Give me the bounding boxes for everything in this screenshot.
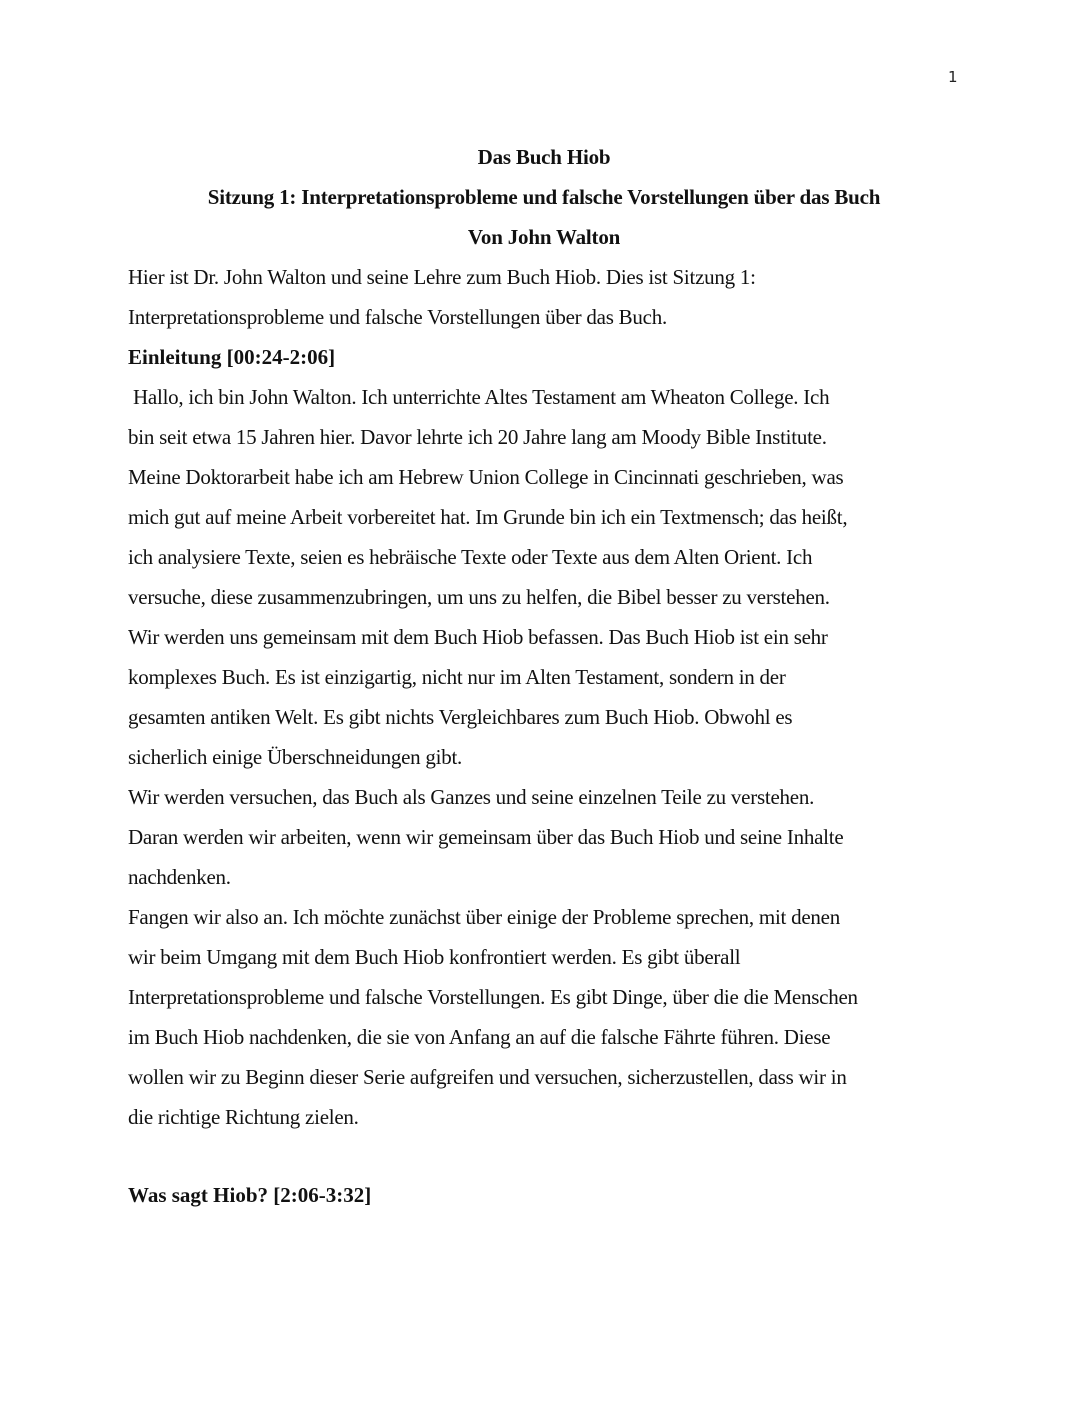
document-author: Von John Walton: [467, 225, 621, 249]
text-line: Fangen wir also an. Ich möchte zunächst über einige der Probleme sprechen, mit denen: [128, 905, 841, 929]
text-line: wollen wir zu Beginn dieser Serie aufgreifen und versuchen, sicherzustellen, dass wir in: [128, 1065, 847, 1089]
text-line: gesamten antiken Welt. Es gibt nichts Vergleichbares zum Buch Hiob. Obwohl es: [128, 705, 793, 729]
text-line: Wir werden uns gemeinsam mit dem Buch Hiob befassen. Das Buch Hiob ist ein sehr: [128, 625, 828, 649]
text-line: nachdenken.: [128, 865, 231, 889]
text-line: Interpretationsprobleme und falsche Vorstellungen. Es gibt Dinge, über die die Menschen: [128, 985, 858, 1009]
text-line: Interpretationsprobleme und falsche Vorstellungen über das Buch.: [128, 305, 667, 329]
text-line: im Buch Hiob nachdenken, die sie von Anfang an auf die falsche Fährte führen. Diese: [128, 1025, 831, 1049]
text-line: ich analysiere Texte, seien es hebräische Texte oder Texte aus dem Alten Orient. Ich: [128, 545, 813, 569]
text-line: bin seit etwa 15 Jahren hier. Davor lehrte ich 20 Jahre lang am Moody Bible Institute.: [128, 425, 827, 449]
text-line: Meine Doktorarbeit habe ich am Hebrew Union College in Cincinnati geschrieben, was: [128, 465, 844, 489]
text-line: komplexes Buch. Es ist einzigartig, nicht nur im Alten Testament, sondern in der: [128, 665, 786, 689]
section-heading-einleitung: Einleitung [00:24-2:06]: [128, 345, 336, 369]
text-line: Wir werden versuchen, das Buch als Ganzes und seine einzelnen Teile zu verstehen.: [128, 785, 815, 809]
text-line: Hier ist Dr. John Walton und seine Lehre zum Buch Hiob. Dies ist Sitzung 1:: [128, 265, 756, 289]
text-line: die richtige Richtung zielen.: [128, 1105, 359, 1129]
document-subtitle: Sitzung 1: Interpretationsprobleme und falsche Vorstellungen über das Buch: [207, 185, 881, 209]
text-line: versuche, diese zusammenzubringen, um uns zu helfen, die Bibel besser zu verstehen.: [128, 585, 830, 609]
text-line: wir beim Umgang mit dem Buch Hiob konfrontiert werden. Es gibt überall: [128, 945, 741, 969]
section-heading-was-sagt-hiob: Was sagt Hiob? [2:06-3:32]: [128, 1183, 372, 1207]
text-line: Hallo, ich bin John Walton. Ich unterrichte Altes Testament am Wheaton College. Ich: [128, 385, 830, 409]
text-line: Daran werden wir arbeiten, wenn wir gemeinsam über das Buch Hiob und seine Inhalte: [128, 825, 844, 849]
page-number: 1: [948, 68, 958, 86]
document-title: Das Buch Hiob: [477, 145, 611, 169]
text-line: sicherlich einige Überschneidungen gibt.: [128, 745, 463, 769]
text-line: mich gut auf meine Arbeit vorbereitet hat. Im Grunde bin ich ein Textmensch; das heißt,: [128, 505, 848, 529]
